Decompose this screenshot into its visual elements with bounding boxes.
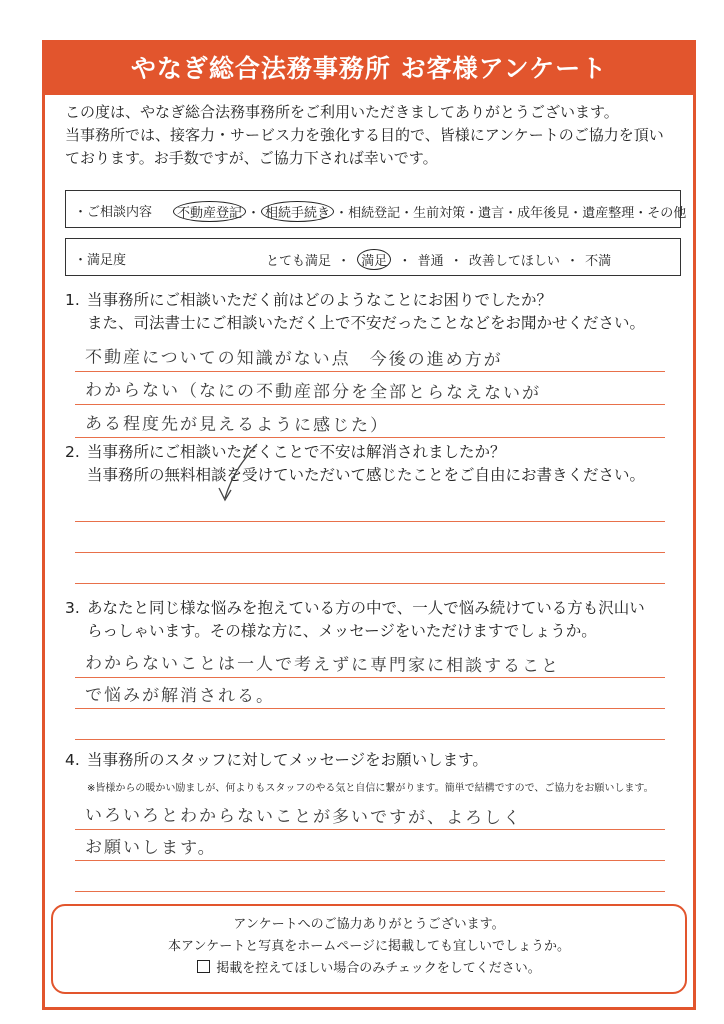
consult-option[interactable]: その他 — [647, 206, 687, 221]
answer-area-4[interactable] — [75, 799, 665, 892]
answer-line — [75, 861, 665, 892]
question-4 — [65, 749, 488, 772]
answer-line — [75, 799, 665, 830]
question-3 — [65, 597, 645, 643]
consult-option[interactable]: 遺言 — [478, 206, 505, 221]
encouragement-note: ※皆様からの暖かい励ましが、何よりもスタッフのやる気と自信に繋がります。簡単で結構ですので、ご協力をお願いします。 — [87, 783, 654, 794]
handwritten-answer: わからないことは一人で考えずに専門家に相談すること — [84, 653, 561, 677]
answer-line — [75, 339, 665, 372]
question-2 — [65, 441, 645, 487]
answer-line — [75, 830, 665, 861]
footer-thanks: アンケートへのご協力ありがとうございます。 — [233, 917, 505, 932]
intro-line: この度は、やなぎ総合法務事務所をご利用いただきましてありがとうございます。 — [65, 103, 619, 121]
consult-option-circled[interactable]: 相続手続き — [261, 201, 334, 222]
answer-line — [75, 405, 665, 438]
question-text: 当事務所にご相談いただく前はどのようなことにお困りでしたか？ — [87, 291, 553, 309]
satisfaction-box — [65, 238, 681, 276]
satisfaction-option[interactable]: 不満 — [585, 254, 612, 269]
handwritten-answer: わからない（なにの不動産部分を全部とらなえないが — [84, 380, 542, 404]
consult-option[interactable]: 相続登記 — [348, 206, 401, 221]
answer-line — [75, 678, 665, 709]
answer-line — [75, 647, 665, 678]
question-text: あなたと同じ様な悩みを抱えている方の中で、一人で悩み続けている方も沢山い — [87, 599, 645, 617]
consult-type-box — [65, 190, 687, 228]
satisfaction-label: ・満足度 — [74, 253, 127, 268]
handwritten-answer: いろいろとわからないことが多いですが、よろしく — [84, 805, 523, 829]
question-text: 当事務所の無料相談を受けていただいて感じたことをご自由にお書きください。 — [87, 466, 646, 484]
consult-option[interactable]: 遺産整理 — [582, 206, 635, 221]
question-number: 2. — [65, 443, 80, 461]
intro-line: 当事務所では、接客力・サービス力を強化する目的で、皆様にアンケートのご協力を頂い — [65, 126, 664, 144]
answer-area-2[interactable] — [75, 491, 665, 584]
question-1 — [65, 289, 645, 335]
intro-text — [65, 101, 685, 170]
question-text: 当事務所にご相談いただくことで不安は解消されましたか？ — [87, 443, 506, 461]
consult-type-label: ・ご相談内容 — [74, 205, 153, 220]
satisfaction-option[interactable]: とても満足 — [266, 254, 332, 269]
footer-check-label: 掲載を控えてほしい場合のみチェックをしてください。 — [216, 961, 541, 976]
consult-option[interactable]: 成年後見 — [517, 206, 570, 221]
footer-check-row — [53, 958, 685, 980]
question-number: 3. — [65, 599, 80, 617]
footer-question: 本アンケートと写真をホームページに掲載しても宜しいでしょうか。 — [168, 939, 570, 954]
handwritten-answer: ある程度先が見えるように感じた） — [84, 413, 390, 437]
answer-line — [75, 553, 665, 584]
satisfaction-option[interactable]: 普通 — [417, 254, 444, 269]
handwritten-answer: お願いします。 — [84, 837, 217, 859]
question-text: また、司法書士にご相談いただく上で不安だったことなどをお聞かせください。 — [87, 314, 646, 332]
answer-line — [75, 372, 665, 405]
handwritten-answer: 不動産についての知識がない点 今後の進め方が — [84, 347, 503, 371]
satisfaction-option-selected[interactable]: 満足 — [357, 249, 391, 270]
question-text: らっしゃいます。その様な方に、メッセージをいただけますでしょうか。 — [87, 622, 597, 640]
satisfaction-option[interactable]: 改善してほしい — [468, 254, 560, 269]
consult-type-options: 不動産登記 ・ 相続手続き ・相続登記・生前対策・遺言・成年後見・遺産整理・その他 — [172, 201, 686, 222]
footer-box — [51, 904, 687, 994]
page-title: やなぎ総合法務事務所 お客様アンケート — [45, 43, 693, 95]
consult-option-circled[interactable]: 不動産登記 — [173, 201, 246, 222]
question-number: 1. — [65, 291, 80, 309]
question-text: 当事務所のスタッフに対してメッセージをお願いします。 — [87, 751, 488, 769]
answer-line — [75, 709, 665, 740]
consult-option[interactable]: 生前対策 — [413, 206, 466, 221]
answer-line — [75, 491, 665, 522]
answer-area-3[interactable] — [75, 647, 665, 740]
intro-line: ております。お手数ですが、ご協力下されば幸いです。 — [65, 149, 438, 167]
satisfaction-options: とても満足 ・ 満足 ・ 普通 ・ 改善してほしい ・ 不満 — [266, 249, 611, 270]
handwritten-answer: で悩みが解消される。 — [84, 685, 276, 707]
answer-area-1[interactable] — [75, 339, 665, 438]
publish-opt-out-checkbox[interactable] — [197, 960, 210, 973]
survey-sheet — [42, 40, 696, 1010]
question-number: 4. — [65, 751, 80, 769]
answer-line — [75, 522, 665, 553]
